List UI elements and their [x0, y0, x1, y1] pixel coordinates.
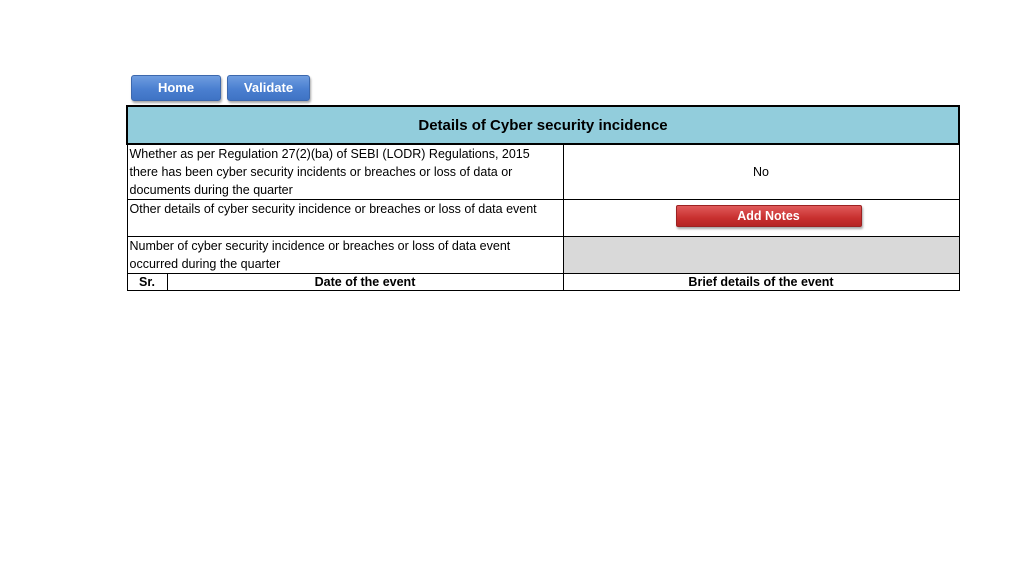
section-title: Details of Cyber security incidence [127, 106, 959, 144]
answer-cell[interactable]: No [563, 144, 959, 200]
notes-cell [563, 200, 959, 237]
home-button[interactable]: Home [131, 75, 221, 101]
column-header-date: Date of the event [167, 274, 563, 291]
count-cell[interactable] [563, 237, 959, 274]
cyber-security-table [126, 105, 960, 291]
question-cell: Number of cyber security incidence or breaches or loss of data event occurred during the quarter [127, 237, 563, 274]
question-cell: Other details of cyber security incidence or breaches or loss of data event [127, 200, 563, 237]
column-header-details: Brief details of the event [563, 274, 959, 291]
validate-button[interactable]: Validate [227, 75, 310, 101]
column-header-sr: Sr. [127, 274, 167, 291]
add-notes-button[interactable]: Add Notes [676, 205, 862, 227]
question-cell: Whether as per Regulation 27(2)(ba) of SEBI (LODR) Regulations, 2015 there has been cyber security incidents or breaches or loss of data or documents during the quarter [127, 144, 563, 200]
